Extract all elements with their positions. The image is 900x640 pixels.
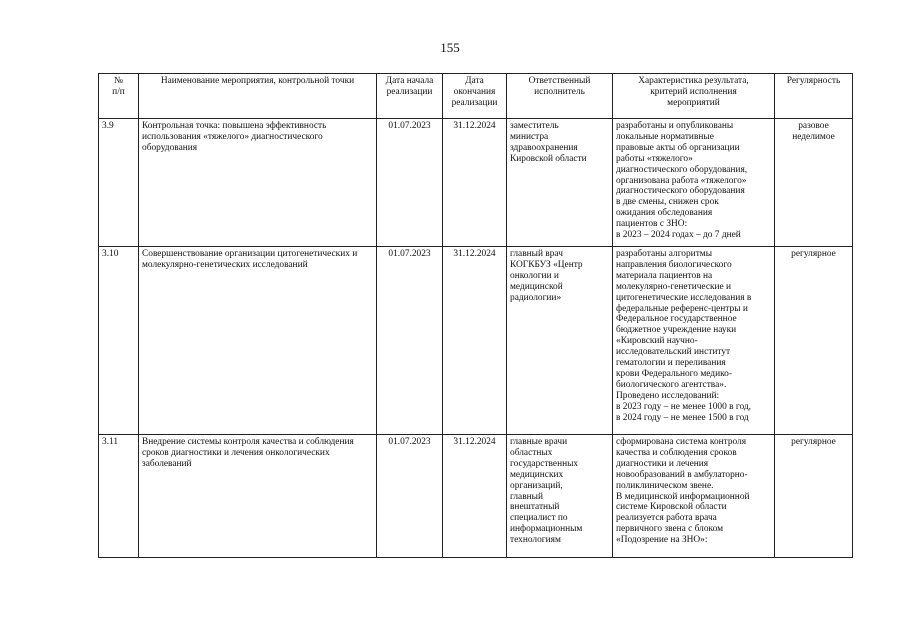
header-end-date: Дата окончания реализации (443, 74, 507, 119)
row-regularity: регулярное (775, 435, 853, 558)
row-end-date: 31.12.2024 (443, 119, 507, 247)
table-row (99, 247, 853, 435)
header-activity-name: Наименование мероприятия, контрольной точки (139, 74, 377, 119)
table-row (99, 119, 853, 247)
row-number: 3.10 (99, 247, 139, 435)
row-result: разработаны и опубликованы локальные нормативные правовые акты об организации работы «тяжелого» диагностического оборудования, организована работа «тяжелого» диагностического оборудования в две смены, снижен срок ожидания обследования пациентов с ЗНО: в 2023 – 2024 годах – до 7 дней (613, 119, 775, 247)
row-start-date: 01.07.2023 (377, 247, 443, 435)
row-regularity: регулярное (775, 247, 853, 435)
table-header-row (99, 74, 853, 119)
table-row (99, 435, 853, 558)
row-activity-name: Совершенствование организации цитогенетических и молекулярно-генетических исследований (139, 247, 377, 435)
row-regularity: разовое неделимое (775, 119, 853, 247)
page-number: 155 (440, 40, 460, 55)
header-number: № п/п (99, 74, 139, 119)
row-responsible: главный врач КОГКБУЗ «Центр онкологии и медицинской радиологии» (507, 247, 613, 435)
header-regularity: Регулярность (775, 74, 853, 119)
row-end-date: 31.12.2024 (443, 435, 507, 558)
header-result: Характеристика результата, критерий исполнения мероприятий (613, 74, 775, 119)
activities-table (98, 73, 853, 558)
header-responsible: Ответственный исполнитель (507, 74, 613, 119)
row-start-date: 01.07.2023 (377, 435, 443, 558)
row-activity-name: Контрольная точка: повышена эффективность использования «тяжелого» диагностического оборудования (139, 119, 377, 247)
row-end-date: 31.12.2024 (443, 247, 507, 435)
row-number: 3.9 (99, 119, 139, 247)
row-activity-name: Внедрение системы контроля качества и соблюдения сроков диагностики и лечения онкологических заболеваний (139, 435, 377, 558)
row-responsible: главные врачи областных государственных медицинских организаций, главный внештатный специалист по информационным технологиям (507, 435, 613, 558)
row-number: 3.11 (99, 435, 139, 558)
row-start-date: 01.07.2023 (377, 119, 443, 247)
row-result: сформирована система контроля качества и соблюдения сроков диагностики и лечения новообразований в амбулаторно- поликлиническом звене. В медицинской информационной системе Кировской области реализуется работа врача первичного звена с блоком «Подозрение на ЗНО»: (613, 435, 775, 558)
row-result: разработаны алгоритмы направления биологического материала пациентов на молекулярно-генетические и цитогенетические исследования в федеральные референс-центры и Федеральное государственное бюджетное учреждение науки «Кировский научно- исследовательский институт гематологии и переливания крови Федерального медико- биологического агентства». Проведено исследований: в 2023 году – не менее 1000 в год, в 2024 году – не менее 1500 в год (613, 247, 775, 435)
row-responsible: заместитель министра здравоохранения Кировской области (507, 119, 613, 247)
header-start-date: Дата начала реализации (377, 74, 443, 119)
